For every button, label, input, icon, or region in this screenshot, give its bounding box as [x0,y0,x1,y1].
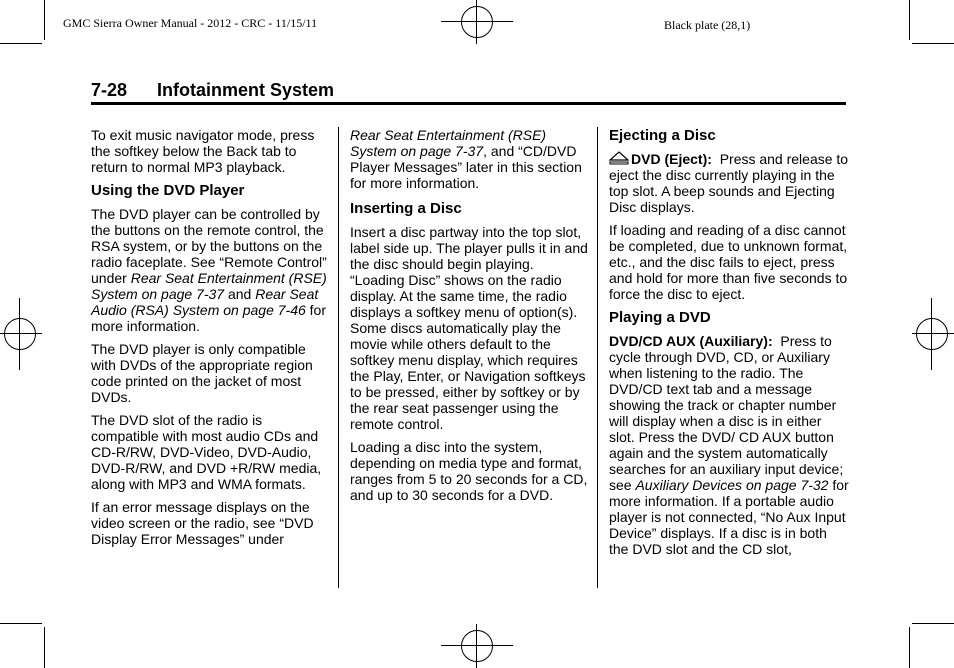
subheading-using-dvd: Using the DVD Player [91,182,245,199]
registration-line [19,298,20,370]
cross-reference: Rear Seat Entertainment (RSE) System on page 7-37 [91,270,327,302]
print-header-left: GMC Sierra Owner Manual - 2012 - CRC - 11/15/11 [63,16,318,30]
registration-line [441,645,513,646]
paragraph: Rear Seat Entertainment (RSE) System on page 7-37, and “CD/DVD Player Messages” later in this section for more information. [350,127,582,191]
section-title: Infotainment System [157,80,335,100]
paragraph: If loading and reading of a disc cannot be completed, due to unknown format, etc., and the disc fails to eject, press and hold for more than five seconds to force the disc to eject. [609,222,848,302]
column-2 [350,127,590,510]
crop-mark [912,623,954,624]
paragraph: If an error message displays on the video screen or the radio, see “DVD Display Error Messages” under [91,499,314,547]
registration-mark-right [916,318,948,350]
paragraph: Loading a disc into the system, depending on media type and format, ranges from 5 to 20 seconds for a CD, and up to 30 seconds for a DVD. [350,439,588,503]
crop-mark [0,623,42,624]
crop-mark [44,0,45,40]
paragraph: Insert a disc partway into the top slot, label side up. The player pulls it in and the disc should begin playing. “Loading Disc” shows on the radio display. At the same time, the radio displays a softkey menu of option(s). Some discs automatically play the movie while others default to the softkey menu display, which requires the Play, Enter, or Navigation softkeys to be pressed, either by softkey or by the rear seat passenger using the remote control. [350,224,588,432]
crop-mark [909,0,910,40]
cross-reference: Rear Seat Audio (RSA) System on page 7-46 [91,286,319,318]
registration-line [912,333,954,334]
paragraph: The DVD slot of the radio is compatible with most audio CDs and CD-R/RW, DVD-Video, DVD-Audio, DVD-R/RW, and DVD +R/RW media, along with MP3 and WMA formats. [91,412,322,492]
paragraph: To exit music navigator mode, press the softkey below the Back tab to return to normal MP3 playback. [91,127,315,175]
subheading-ejecting-disc: Ejecting a Disc [609,127,716,144]
registration-line [441,21,513,22]
section-heading [91,80,334,101]
eject-label: DVD (Eject): [631,151,712,167]
print-header-right: Black plate (28,1) [664,18,751,32]
crop-mark [909,627,910,668]
paragraph: DVD (Eject): Press and release to eject the disc currently playing in the top slot. A beep sounds and Ejecting Disc displays. [609,151,849,215]
registration-mark-top [461,6,493,38]
registration-line [476,624,477,668]
paragraph: DVD/CD AUX (Auxiliary): Press to cycle through DVD, CD, or Auxiliary when listening to the radio. The DVD/CD text tab and a message showing the track or chapter number will display when a disc is in either slot. Press the DVD/ CD AUX button again and the system automatically searches for an auxiliary input device; see Auxiliary Devices on page 7-32 for more information. If a portable audio player is not connected, “No Aux Input Device” displays. If a disc is in both the DVD slot and the CD slot, [609,333,849,557]
crop-mark [44,627,45,668]
column-divider [338,127,339,588]
registration-mark-left [4,318,36,350]
cross-reference: Rear Seat Entertainment (RSE) System on page 7-37 [350,127,547,159]
column-divider [597,127,598,588]
aux-label: DVD/CD AUX (Auxiliary): [609,333,773,349]
column-3 [609,127,849,564]
column-1 [91,127,331,554]
crop-mark [912,43,954,44]
registration-line [931,298,932,370]
registration-line [476,0,477,44]
subheading-playing-dvd: Playing a DVD [609,309,711,326]
heading-rule [91,102,846,105]
registration-mark-bottom [461,630,493,662]
paragraph: The DVD player can be controlled by the buttons on the remote control, the RSA system, or by the buttons on the radio faceplate. See “Remote Control” under Rear Seat Entertainment (RSE) System on page 7-37 and Rear Seat Audio (RSA) System on page 7-46 for more information. [91,206,327,334]
eject-icon [609,151,629,165]
page-number: 7-28 [91,80,128,100]
crop-mark [0,43,42,44]
subheading-inserting-disc: Inserting a Disc [350,200,462,217]
paragraph: The DVD player is only compatible with DVDs of the appropriate region code printed on the jacket of most DVDs. [91,341,313,405]
registration-line [0,333,42,334]
cross-reference: Auxiliary Devices on page 7-32 [635,477,829,493]
